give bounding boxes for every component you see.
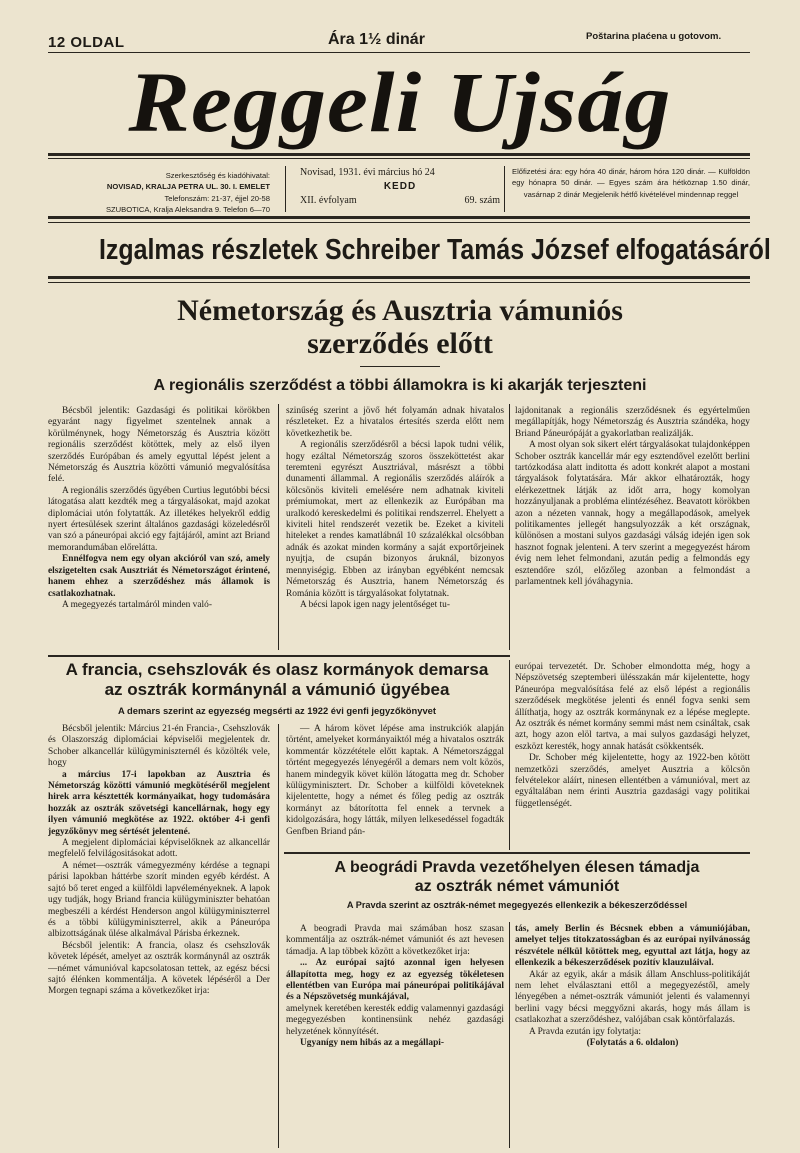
price: Ára 1½ dinár: [328, 31, 425, 48]
editorial-line: NOVISAD, KRALJA PETRA UL. 30. I. EMELET: [106, 182, 270, 192]
main-headline: Izgalmas részletek Schreiber Tamás József elfogatásáról: [99, 234, 771, 266]
paragraph: Bécsből jelentik: Március 21-én Francia-, Csehszlovák és Olaszország diplomáciai képviselői megjelentek dr. Schober alkancellár külügyminiszternél és közölték vele, hogy: [48, 724, 270, 769]
article1-separator: [360, 366, 440, 367]
headline-rule-thin: [48, 282, 750, 283]
editorial-line: SZUBOTICA, Kralja Aleksandra 9. Telefon 6—70: [105, 204, 270, 214]
headline-rule: [48, 276, 750, 279]
column-divider: [278, 724, 279, 1148]
paragraph: A német—osztrák vámegyezmény kérdése a tegnapi párisi lapokban háttérbe szorít minden egyéb kérdést. A sajtó bő teret enged a külföldi lapvéleményeknek. A lapok ugy tudják, hogy Briand francia külügyminiszter behatóan megbeszéli a kérdést Henderson angol külügyminiszterrel és a többi külügyminiszterrel, akik a Páneurópa albizottságának ülése alkalmával Párisba érkeznek.: [48, 860, 270, 940]
paragraph: ... Az európai sajtó azonnal igen helyesen állapította meg, hogy ez az egyezség tökéletesen ellentétben van Európa mai páneurópai politikájával és a Népszövetség munkájával,: [286, 958, 504, 1003]
paragraph: A regionális szerződésről a bécsi lapok tudni vélik, hogy ezáltal Németország szoros összeköttetést akar teremteni egyrészt Ausztriával, másrészt a többi dunamenti állammal. A regionális szerződés aláírók a kölcsönös kiviteli emelésére nem adhatnak kiviteli prémiumokat, mert az ellenkezik az Európában ma uralkodó kereskedelmi és politikai rendszerrel. Ehelyett a kiviteli hitel rendszerét vezetik be. Ezeket a kiviteli hiteleket a rendes kamatlábnál 10 százalékkal olcsóbban adnák és azokat minden kormány a saját exportőrjeinek nyujtja, de csupán bizonyos áruknál, bizonyos mennyiségig. Ebben az irányban egyébként nemcsak Németország és Ausztria, hanem Németország és Románia között is tárgyalásokat folytatnak.: [286, 440, 504, 599]
article1-column-1: [48, 406, 270, 652]
paragraph: A most olyan sok sikert elért tárgyalásokat tulajdonképpen Schober osztrák kancellár már egy esztendővel ezelőtt berlini tartózkodása alatt inditotta és adott konkrét alapot a mostani tárgyalások folytatására. Már akkor elhatározták, hogy elérkezettnek látják az időt arra, hogy komolyan hozzányuljanak a probléma elintézéséhez. Beavatott körökben azon a nézeten vannak, hogy a megállapodások, amelyek politikamentes jellegét hangsulyozzák a két országnak, különösen a mostani sulyos gazdasági válság idején igen sok hasznot fognak jelenteni. A terv szerint a megegyezést három évig nem lehet felmondani, azután pedig a felmondás egy esztendőre szól, előzőleg azonban a felmondást a parlamentnek kell jóváhagynia.: [515, 440, 750, 588]
postage-note: Poštarina plaćena u gotovom.: [586, 31, 722, 42]
column-divider: [278, 404, 279, 650]
paragraph: — A három követ lépése ama instrukciók alapján történt, amelyeket kormányaiktól még a hivatalos osztrák kommentár közzététele előtt kaptak. A Németországgal történt megegyezés lényegéről a demars nem volt közös, hanem mindegyik követ külön látogatta meg dr. Schober külügyminisztert. Dr. Schober a külföldi követeknek kijelentette, hogy a német és főleg pedig az osztrák kormányt az bátorította fel ennek a tervnek a kidolgozására, hogy látták, milyen lelkesedéssel fogadták Genfben Briand pán-: [286, 724, 504, 837]
paragraph: amelynek keretében keresték eddig valamennyi gazdasági megegyezésben kontinensünk nehéz gazdasági helyzetének könnyítését.: [286, 1003, 504, 1037]
article1-column-2: [286, 406, 504, 652]
article1-headline-line: szerződés előtt: [307, 327, 493, 360]
volume: XII. évfolyam: [300, 195, 357, 206]
column-divider: [509, 922, 510, 1148]
date-line: Novisad, 1931. évi március hó 24: [300, 167, 435, 178]
continuation-note: (Folytatás a 6. oldalon): [586, 1038, 679, 1049]
paragraph: A megjelent diplomáciai képviselőknek az alkancellár megfelelő felvilágositásokat adott.: [48, 838, 270, 860]
masthead-bottom-rule-thin: [48, 158, 750, 159]
article3-headline-line: A beográdi Pravda vezetőhelyen élesen támadja: [334, 859, 700, 876]
paragraph: Bécsből jelentik: Gazdasági és politikai körökben egyaránt nagy figyelmet szentelnek annak a körülménynek, hogy Németország és Ausztria között regionális szerződést kötöttek, mely az első ilyen szerződés Európában és amely egyuttal lépést jelent a Németország és Ausztria közötti vámunió megvalósítása felé.: [48, 406, 270, 485]
paragraph: A Pravda ezután igy folytatja:: [529, 1026, 641, 1037]
article1-subheadline: A regionális szerződést a többi államokra is ki akarják terjeszteni: [153, 377, 647, 394]
info-divider: [285, 166, 286, 212]
column-divider: [509, 660, 510, 850]
paragraph: Akár az egyik, akár a másik állam Anschluss-politikáját nem lehet elválasztani ettől a megegyezéstől, amely lényegében a német-osztrák vámuniót jelenti és valamennyi berlini vagy bécsi meggyőzni akarás, hogy más állam is csatlakozhat a szerződéshez, valójában csak köntörfalazás.: [515, 969, 750, 1026]
page-number: 12 OLDAL: [48, 34, 125, 51]
masthead-bottom-rule: [48, 153, 750, 156]
paragraph: A regionális szerződés ügyében Curtius legutóbbi bécsi látogatása alatt kezdték meg a tárgyalásokat, majd azokat diplomáciai utón folytatták. Az illetékes helyekről eddig nyert értesülések szerint általános gazdasági közeledésről van szó a páneurópai akció egy fajtájáról, amint azt Briand memorandumában előrelátta.: [48, 485, 270, 553]
editorial-line: Szerkesztőség és kiadóhivatal:: [165, 171, 270, 180]
subscription-info: Előfizetési ára: egy hóra 40 dinár, három hóra 120 dinár. — Külföldön egy hónapra 50 dinár. — Egyes szám ára hétköznap 1.50 dinár, vasárnap 2 dinár Megjelenik hétfő kivételével mindennap reggel: [512, 167, 750, 199]
column-divider: [509, 404, 510, 650]
info-divider: [504, 166, 505, 212]
issue-number: 69. szám: [464, 195, 500, 206]
editorial-line: Telefonszám: 21-37, éjjel 20-58: [164, 193, 270, 203]
masthead-title: Reggeli Ujság: [128, 54, 672, 150]
article3-column-2: [515, 924, 750, 1148]
paragraph: Ugyanígy nem hibás az a megállapi-: [300, 1038, 445, 1049]
paragraph: szinűség szerint a jövő hét folyamán adnak hivatalos részleteket. Ez a hivatalos értesítés szerda előtt nem következhetik be.: [286, 406, 504, 439]
article3-subheadline: A Pravda szerint az osztrák-német megegyezés ellenkezik a békeszerződéssel: [346, 900, 688, 910]
article2-column-1: [48, 724, 270, 1148]
article2-subheadline: A demars szerint az egyezség megsérti az 1922 évi genfi jegyzőkönyvet: [117, 705, 437, 716]
paragraph: európai tervezetét. Dr. Schober elmondotta még, hogy a Népszövetség szeptemberi ülésszakán már kijelentette, hogy Páneurópa megvalósítása felé az első lépést a regionális szerződések megkötése jelenti és ennél fogva senki sem állíthatja, hogy az osztrák kormánynak ez a lépése meglepte. Az osztrák és német kormány semmi mást nem csináltak, csak azt, hogy azon elöl tartva, a mai sulyos gazdasági helyzet, eszközt keresték, hogy annak hatását csökkentsék.: [515, 662, 750, 752]
paragraph: Ennélfogva nem egy olyan akcióról van szó, amely elszigetelten csak Ausztriát és Németországot érintené, hanem ehhez a szerződéshez más államok is csatlakozhatnak.: [48, 554, 270, 599]
paragraph: A bécsi lapok igen nagy jelentőséget tu-: [300, 599, 450, 610]
article2-column-3: [515, 662, 750, 850]
article3-headline: [284, 858, 750, 896]
article2-headline: [46, 660, 508, 700]
article3-headline-line: az osztrák német vámuniót: [414, 878, 620, 895]
article2-top-rule: [48, 655, 510, 657]
paragraph: Bécsből jelentik: A francia, olasz és csehszlovák követek lépését, amelyet az osztrák kormánynál az osztrák—német vámunióval kapcsolatosan tettek, az egész bécsi sajtó élénken kommentálja. A követek lépéséről a Der Morgen tegnapi száma a következőket irja:: [48, 940, 270, 997]
article2-column-2: [286, 724, 504, 850]
paragraph: lajdonitanak a regionális szerződésnek és egyértelműen megállapítják, hogy Németország és Ausztria szándéka, hogy Briand Páneurópáját a gyakorlatban realizálják.: [515, 406, 750, 439]
paragraph: Dr. Schober még kijelentette, hogy az 1922-ben kötött nemzetközi szerződés, amelyet Ausztria a kölcsön felvételekor aláírt, ninesen ellentétben a vámunióval, mert az egyáltalában nem érinti Ausztria gazdasági vagy politikai függetlenségét.: [515, 753, 750, 809]
info-bottom-rule: [48, 216, 750, 219]
article1-column-3: [515, 406, 750, 652]
article2-headline-line: A francia, csehszlovák és olasz kormányok demarsa: [65, 660, 489, 679]
paragraph: A beogradi Pravda mai számában hosz szasan kommentálja az osztrák-német vámuniót és azt hevesen támadja. A lap többek között a következőket irja:: [286, 924, 504, 957]
paragraph: a március 17-i lapokban az Ausztria és Németország közötti vámunió megkötéséről megjelent hirek arra késztették kormányaikat, hogy tudomására hozzák az osztrák szövetségi kancellárnak, hogy egy ilyen vámunió megkötése az 1922. október 4-i genfi jegyzőkönyv meg sértését jelentené.: [48, 769, 270, 837]
issue-info: [300, 166, 500, 208]
article2-headline-line: az osztrák kormánynál a vámunió ügyébea: [104, 680, 450, 699]
paragraph: tás, amely Berlin és Bécsnek ebben a vámuniójában, amelyet teljes titokzatosságban és az európai nyilvánosság részvétele nélkül kötöttek meg, egyuttal azt látja, hogy az ellenkezik a békeszerződések pozitív klauzuláival.: [515, 924, 750, 969]
editorial-office-info: [48, 170, 270, 215]
article3-top-rule: [284, 852, 750, 854]
paragraph: A megegyezés tartalmáról minden való-: [62, 599, 212, 610]
day-of-week: KEDD: [383, 181, 417, 192]
article3-column-1: [286, 924, 504, 1148]
article1-headline: [50, 294, 750, 360]
info-bottom-rule-thin: [48, 222, 750, 223]
article1-headline-line: Németország és Ausztria vámuniós: [177, 294, 623, 327]
